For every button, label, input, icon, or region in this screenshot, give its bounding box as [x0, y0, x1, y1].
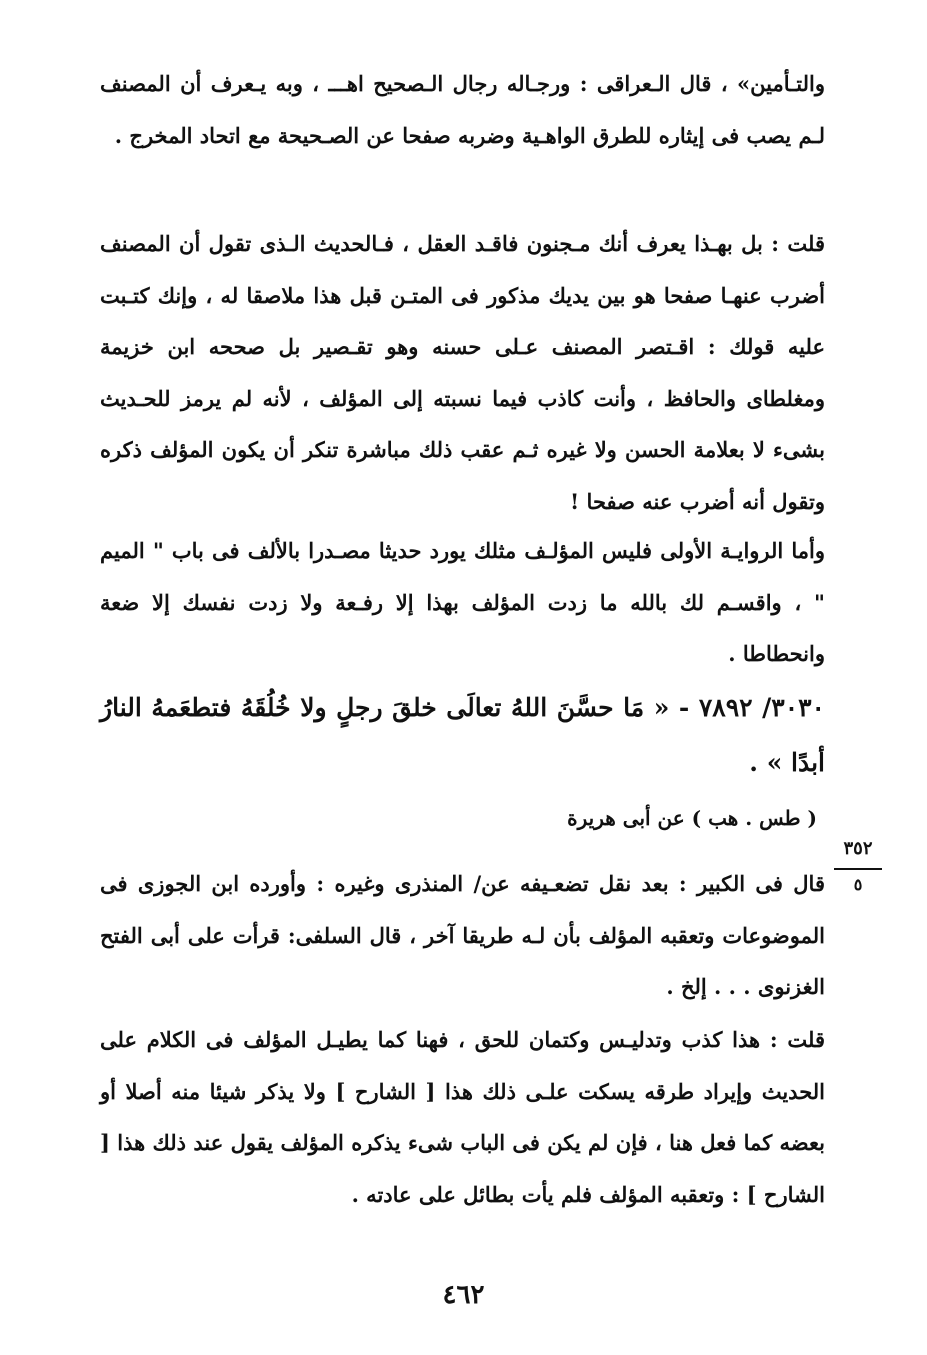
margin-reference-line: ٥ [853, 875, 863, 894]
commentary-paragraph-2: قلت : هذا كذب وتدليـس وكتمان للحق ، فهنا كما يطيـل المؤلف فى الكلام على الحديث وإيراد طرقه يسكت علـى ذلك هذا [ الشارح ] ولا يذكر شيئا منه أصلا أو بعضه كما فعل هنا ، فإن لم يكن فى الباب شىء يذكره المؤلف يقول عند ذلك هذا [ الشارح ] : وتعقبه المؤلف فلم يأت بطائل على عادته . [100, 1027, 825, 1207]
paragraph-1: والتـأمين» ، قال الـعراقى : ورجـاله رجال الـصحيح اهـــ ، وبه يـعرف أن المصنف لـم يصب فى إيثاره للطرق الواهـية وضربه صفحا عن الصـحيحة مع اتحاد المخرج . [100, 71, 825, 148]
margin-page-reference [828, 838, 888, 894]
hadith-text: ٣٠٣٠/ ٧٨٩٢ - « مَا حسَّنَ اللهُ تعالَى خلقَ رجلٍ ولا خُلُقَهُ فتطعَمهُ النارُ أبدًا » . [100, 693, 825, 777]
hadith-source: ( طس . هب ) عن أبى هريرة [567, 806, 817, 830]
commentary-paragraph-1: قال فى الكبير : بعد نقل تضعـيفه عن/ المنذرى وغيره : وأورده ابن الجوزى فى الموضوعات وتعقبه المؤلف بأن لـه طريقا آخر ، قال السلفى: قرأت على أبى الفتح الغزنوى . . . إلخ . [100, 871, 825, 999]
paragraph-2: قلت : بل بهـذا يعرف أنك مـجنون فاقـد العقل ، فـالحديث الـذى تقول أن المصنف أضرب عنهـا صفحا هو بين يديك مذكور فى المتـن قبل هذا ملاصقا له ، وإنك كتـبت عليه قولك : اقـتصر المصنف عـلى حسنه وهو تقـصير بل صححه ابن خزيمة ومغلطاى والحافظ ، وأنت كاذب فيما نسبته إلى المؤلف ، لأنه لم يرمز للحـديث بشىء لا بعلامة الحسن ولا غيره ثـم عقب ذلك مباشرة تنكر أن يكون المؤلف ذكره وتقول أنه أضرب عنه صفحا ! [100, 231, 825, 514]
margin-reference-page: ٣٥٢ [843, 838, 873, 859]
margin-rule-line [834, 868, 882, 870]
page-number: ٤٦٢ [442, 1280, 485, 1310]
paragraph-3: وأما الروايـة الأولى فليس المؤلـف مثلك يورد حديثا مصـدرا بالألف فى باب " الميم " ، واقسـم لك بالله ما زدت المؤلف بهذا إلا رفـعة ولا زدت نفسك إلا ضعة وانحطاطا . [100, 538, 825, 666]
